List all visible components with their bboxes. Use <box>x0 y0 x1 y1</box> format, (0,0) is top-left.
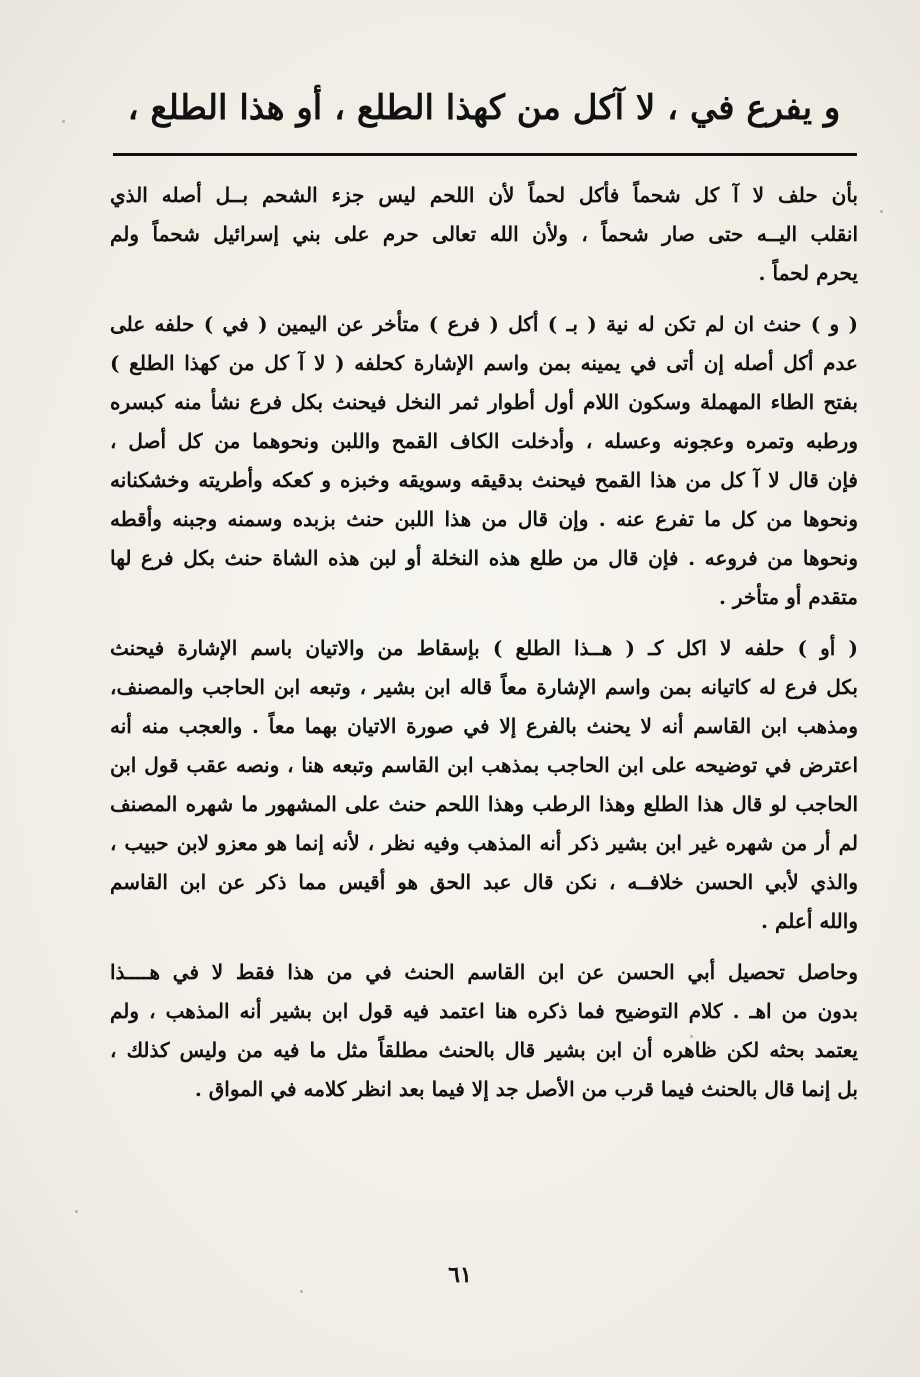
text-line: بأن حلف لا آ كل شحماً فأكل لحماً لأن اللحم ليس جزء الشحم بــل أصله الذي <box>110 183 858 207</box>
text-line: يحرم لحماً . <box>758 261 858 285</box>
paragraph <box>110 176 858 293</box>
header-rule <box>113 153 857 156</box>
paragraph <box>110 629 858 941</box>
scan-speck <box>880 210 883 213</box>
scan-speck <box>62 120 65 123</box>
scan-speck <box>75 1210 78 1213</box>
text-line: والله أعلم . <box>761 909 858 933</box>
text-line: بل إنما قال بالحنث فيما قرب من الأصل جد إلا فيما بعد انظر كلامه في المواق . <box>194 1077 858 1101</box>
text-line: ورطبه وتمره وعجونه وعسله ، وأدخلت الكاف القمح واللبن ونحوهما من كل أصل ، <box>110 429 858 453</box>
text-line: لم أر من شهره غير ابن بشير ذكر أنه المذهب وفيه نظر ، لأنه إنما هو معزو لابن حبيب ، <box>110 831 858 855</box>
text-line: وحاصل تحصيل أبي الحسن عن ابن القاسم الحنث في من هذا فقط لا في هــــذا <box>110 960 858 984</box>
text-line: عدم أكل أصله إن أتى في يمينه بمن واسم الإشارة كحلفه ( لا آ كل من كهذا الطلع ) <box>110 351 858 375</box>
text-line: بفتح الطاء المهملة وسكون اللام أول أطوار ثمر النخل فيحنث بكل فرع نشأ منه كبسره <box>110 390 858 414</box>
text-line: والذي لأبي الحسن خلافــه ، نكن قال عبد الحق هو أقيس مما ذكر عن ابن القاسم <box>110 870 858 894</box>
scan-speck <box>690 1035 693 1038</box>
text-line: ونحوها من كل ما تفرع عنه . وإن قال من هذا اللبن حنث بزبده وسمنه وجبنه وأقطه <box>110 507 858 531</box>
text-line: انقلب اليــه حتى صار شحماً ، ولأن الله تعالى حرم على بني إسرائيل شحماً ولم <box>110 222 858 246</box>
text-line: بكل فرع له كاتيانه بمن واسم الإشارة معاً قاله ابن بشير ، وتبعه ابن الحاجب والمصنف، <box>110 675 858 699</box>
text-line: ( و ) حنث ان لم تكن له نية ( بـ ) أكل ( فرع ) متأخر عن اليمين ( في ) حلفه على <box>110 312 858 336</box>
paragraph <box>110 953 858 1109</box>
text-line: الحاجب لو قال هذا الطلع وهذا الرطب وهذا اللحم حنث على المشهور ما شهره المصنف <box>110 792 858 816</box>
text-line: فإن قال لا آ كل من هذا القمح فيحنث بدقيقه وسويقه وخبزه و كعكه وأطريته وخشكنانه <box>110 468 858 492</box>
text-line: يعتمد بحثه لكن ظاهره أن ابن بشير قال بالحنث مطلقاً مثل ما فيه من وليس كذلك ، <box>110 1038 858 1062</box>
body-text <box>110 176 858 1109</box>
text-line: ونحوها من فروعه . فإن قال من طلع هذه النخلة أو لبن هذه الشاة حنث بكل فرع لها <box>110 546 858 570</box>
text-line: ومذهب ابن القاسم أنه لا يحنث بالفرع إلا في صورة الاتيان بهما معاً . والعجب منه أنه <box>110 714 858 738</box>
scan-speck <box>300 1290 303 1293</box>
paragraph <box>110 305 858 617</box>
text-line: متقدم أو متأخر . <box>718 585 858 609</box>
page-number: ٦١ <box>448 1262 472 1288</box>
text-line: اعترض في توضيحه على ابن الحاجب بمذهب ابن القاسم وتبعه هنا ، ونصه عقب قول ابن <box>110 753 858 777</box>
text-line: ( أو ) حلفه لا اكل كـ ( هــذا الطلع ) بإسقاط من والاتيان باسم الإشارة فيحنث <box>110 636 858 660</box>
page-header-title: و يفرع في ، لا آكل من كهذا الطلع ، أو هذا الطلع ، <box>127 88 841 128</box>
text-line: بدون من اهـ . كلام التوضيح فما ذكره هنا اعتمد فيه قول ابن بشير أنه المذهب ، ولم <box>110 999 858 1023</box>
